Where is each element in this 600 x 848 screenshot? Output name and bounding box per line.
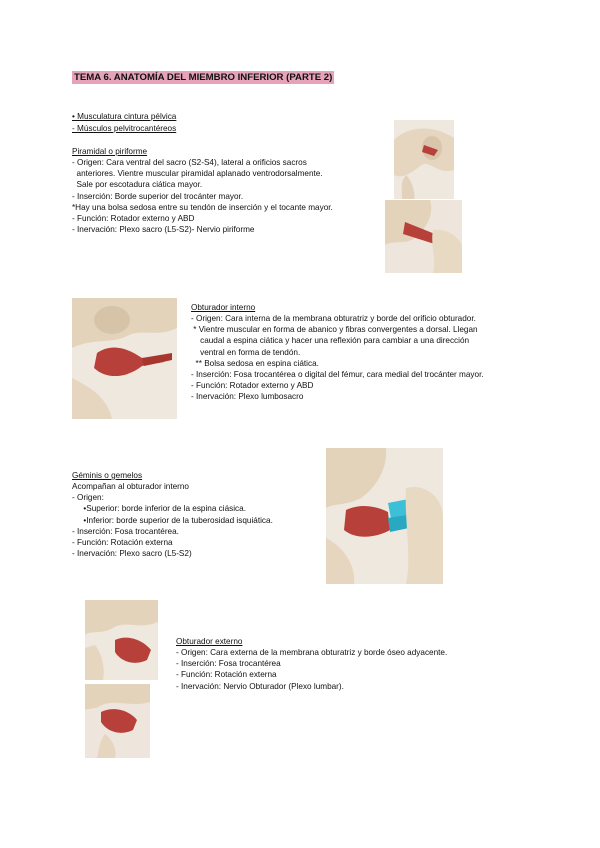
text-line: - Inserción: Fosa trocantérea o digital del fémur, cara medial del trocánter mayor. bbox=[191, 370, 484, 380]
obturador-externo-text bbox=[176, 647, 447, 692]
text-line: - Origen: Cara externa de la membrana obturatriz y borde óseo adyacente. bbox=[176, 648, 448, 657]
text-line: - Inervación: Plexo sacro (L5-S2) bbox=[72, 549, 192, 559]
piriforme-detail-image bbox=[385, 200, 462, 273]
text-line: •Superior: borde inferior de la espina ciásica. bbox=[72, 504, 246, 514]
text-line: *Hay una bolsa sedosa entre su tendón de inserción y el tocante mayor. bbox=[72, 202, 333, 212]
text-line: - Inserción: Fosa trocantérea bbox=[176, 659, 281, 669]
subsection-heading: - Músculos pelvitrocantéreos bbox=[72, 124, 177, 133]
text-line: Acompañan al obturador interno bbox=[72, 482, 189, 491]
page-title: TEMA 6. ANATOMÍA DEL MIEMBRO INFERIOR (PARTE 2) bbox=[74, 72, 333, 83]
piriforme-heading: Piramidal o piriforme bbox=[72, 147, 148, 156]
obturador-externo-heading: Obturador externo bbox=[176, 637, 243, 646]
piriforme-text bbox=[72, 157, 333, 235]
obturador-interno-heading: Obturador interno bbox=[191, 303, 256, 312]
text-line: - Origen: Cara interna de la membrana obturatriz y borde del orificio obturador. bbox=[191, 314, 476, 323]
section-heading: • Musculatura cintura pélvica bbox=[72, 112, 177, 121]
text-line: - Origen: bbox=[72, 493, 104, 503]
text-line: - Inervación: Plexo sacro (L5-S2)- Nervio piriforme bbox=[72, 225, 255, 235]
text-line: ** Bolsa sedosa en espina ciática. bbox=[191, 358, 319, 368]
geminis-heading: Géminis o gemelos bbox=[72, 471, 143, 480]
text-line: - Función: Rotación externa bbox=[176, 670, 277, 680]
obturador-externo-image bbox=[85, 600, 158, 680]
text-line: - Función: Rotador externo y ABD bbox=[191, 381, 314, 391]
text-line: - Inervación: Nervio Obturador (Plexo lumbar). bbox=[176, 681, 344, 691]
text-line: ventral en forma de tendón. bbox=[191, 347, 301, 357]
text-line: Sale por escotadura ciática mayor. bbox=[72, 180, 203, 190]
text-line: - Inervación: Plexo lumbosacro bbox=[191, 392, 304, 402]
text-line: anteriores. Vientre muscular piramidal aplanado ventrodorsalmente. bbox=[72, 169, 323, 179]
text-line: - Inserción: Borde superior del trocánter mayor. bbox=[72, 191, 244, 201]
text-line: - Función: Rotador externo y ABD bbox=[72, 214, 195, 224]
text-line: - Función: Rotación externa bbox=[72, 538, 173, 548]
text-line: - Origen: Cara ventral del sacro (S2-S4), lateral a orificios sacros bbox=[72, 158, 307, 167]
text-line: * Vientre muscular en forma de abanico y fibras convergentes a dorsal. Llegan bbox=[191, 325, 478, 335]
obturador-externo-detail-image bbox=[85, 684, 150, 758]
obturador-interno-text bbox=[191, 313, 484, 403]
obturador-interno-image bbox=[72, 298, 177, 419]
text-line: - Inserción: Fosa trocantérea. bbox=[72, 526, 179, 536]
geminis-text bbox=[72, 481, 273, 559]
text-line: •Inferior: borde superior de la tuberosidad isquiática. bbox=[72, 515, 273, 525]
text-line: caudal a espina ciática y hacer una reflexión para cambiar a una dirección bbox=[191, 336, 470, 346]
piriforme-pelvis-image bbox=[394, 120, 454, 199]
geminis-image bbox=[326, 448, 443, 584]
